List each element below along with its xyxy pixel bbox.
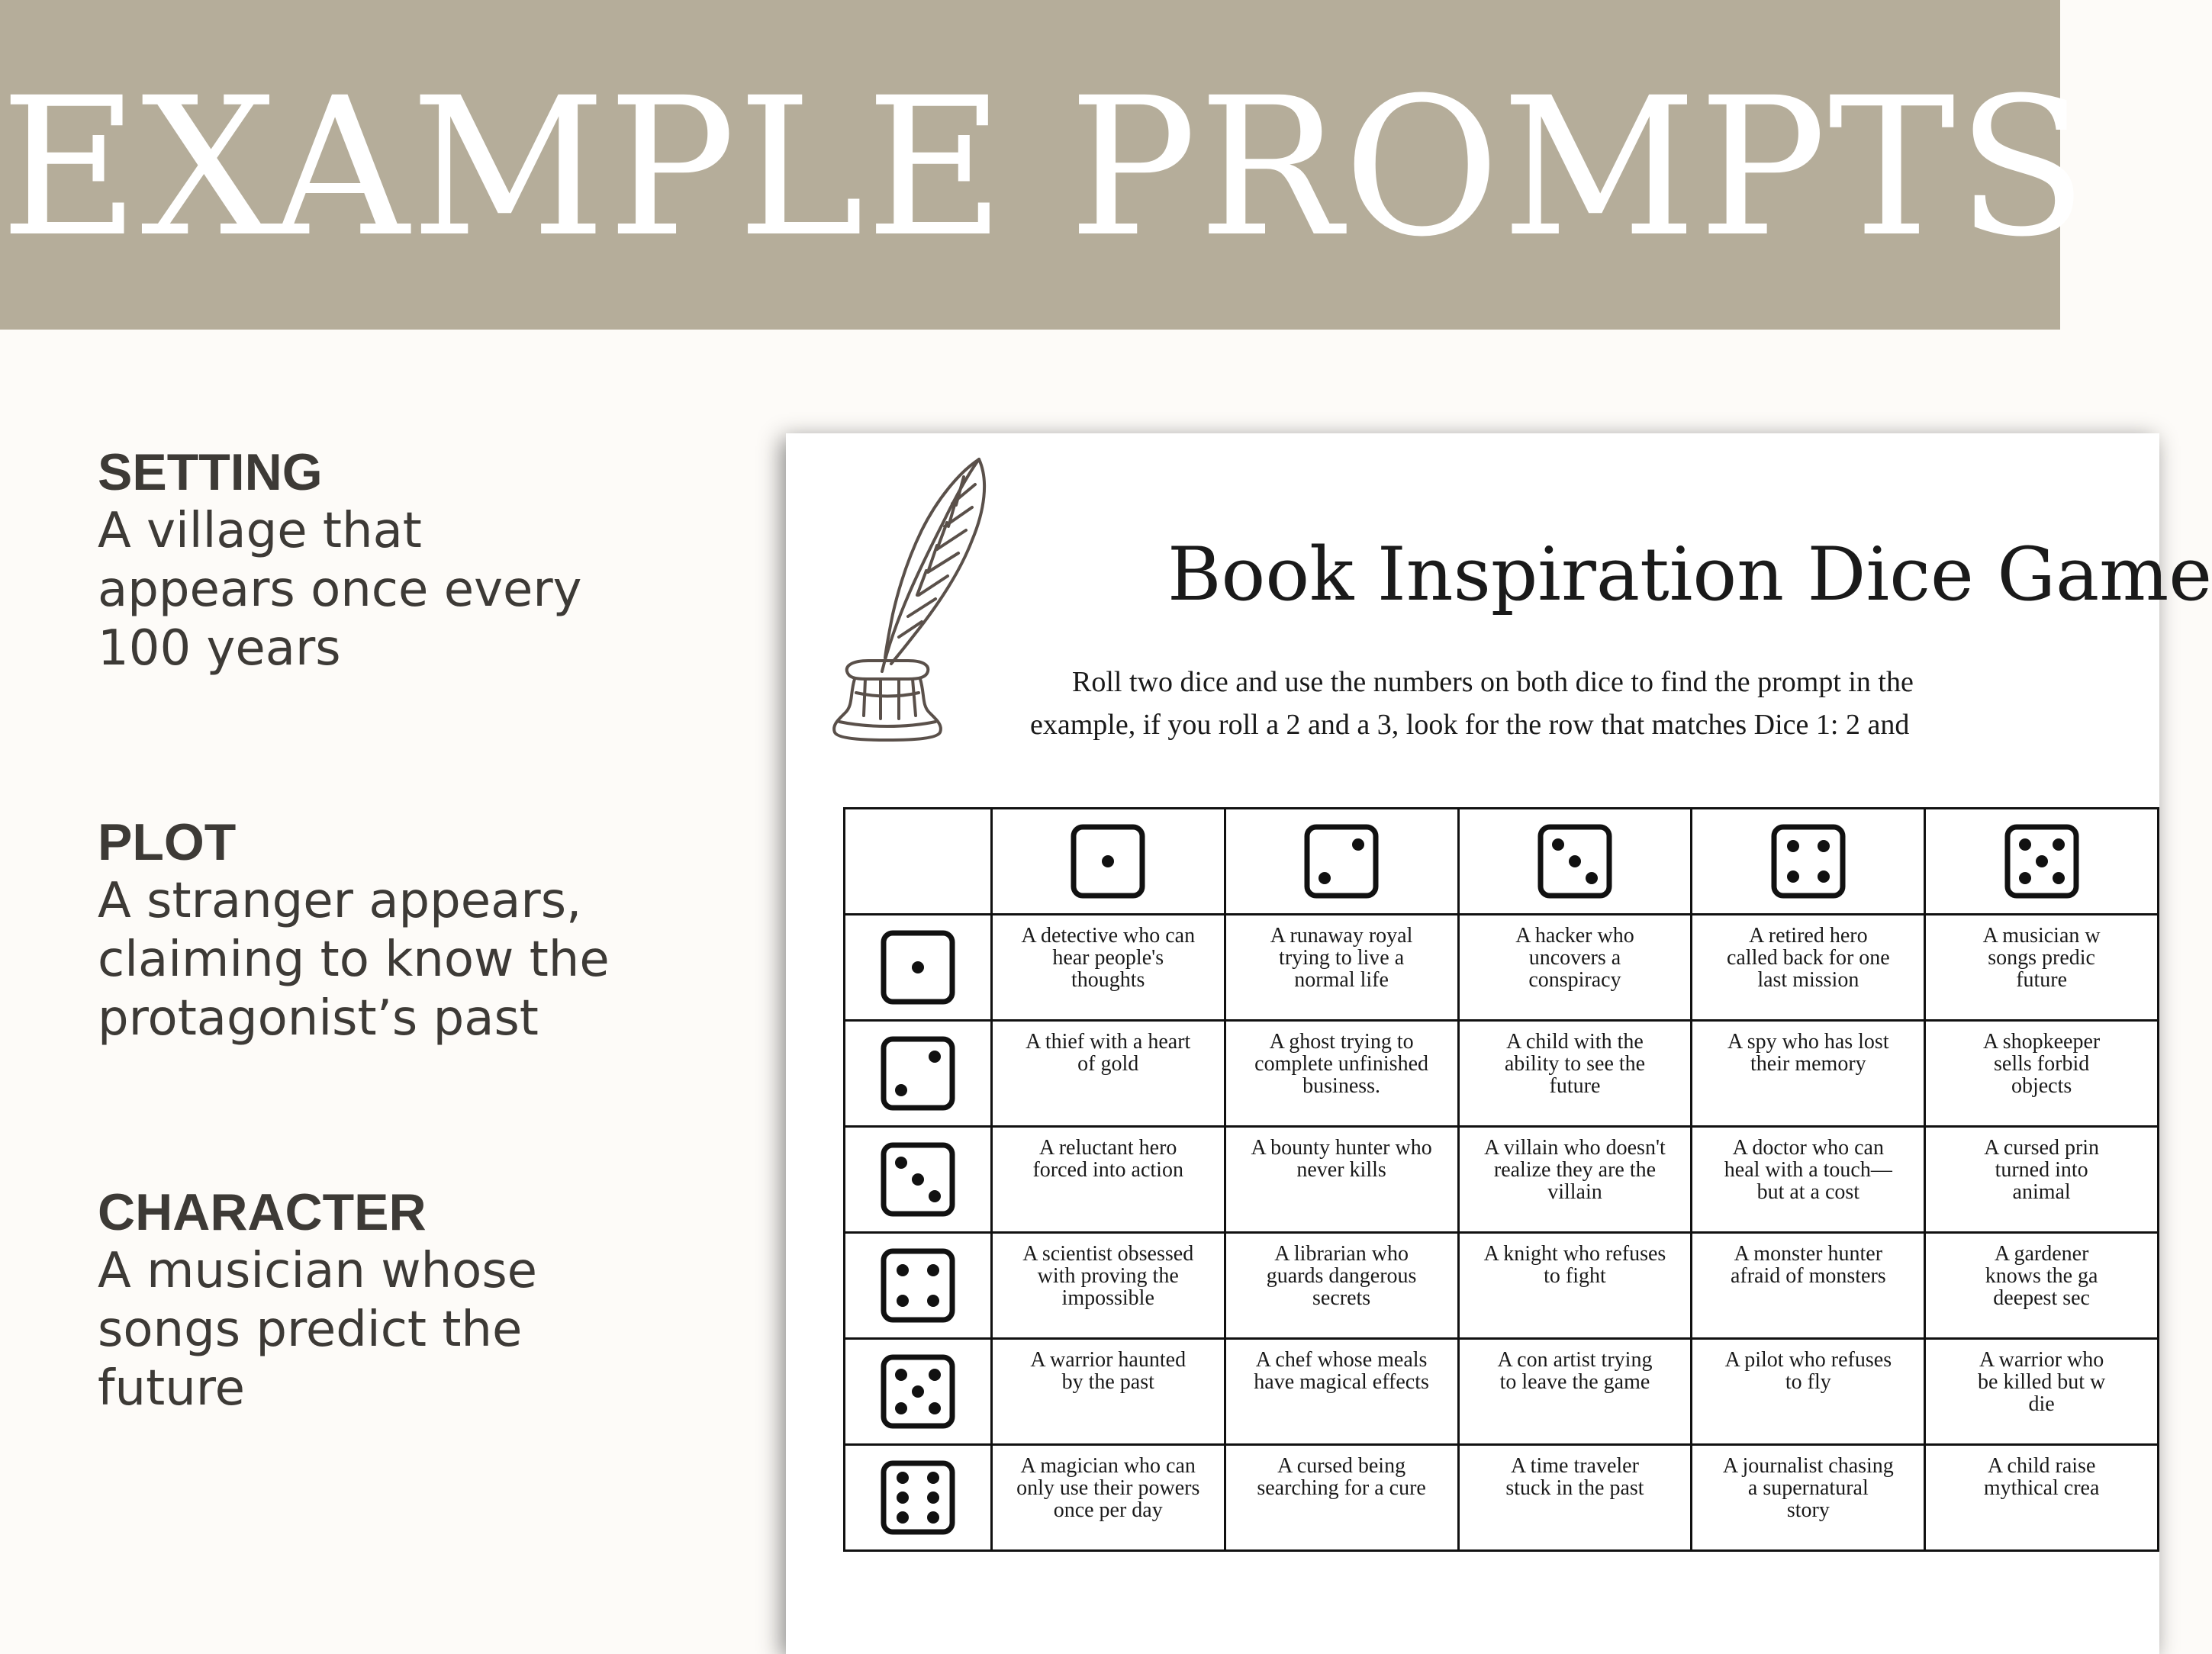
prompt-cell	[991, 1339, 1225, 1445]
prompt-cell-line: A chef whose meals	[1255, 1348, 1428, 1372]
character-line: songs predict the	[98, 1302, 523, 1358]
plot-line: A stranger appears,	[98, 873, 582, 929]
prompt-cell	[1925, 1021, 2159, 1127]
setting-line: 100 years	[98, 620, 341, 677]
prompt-cell-line: secrets	[1312, 1286, 1371, 1310]
prompt-cell-line: A detective who can	[1021, 924, 1196, 948]
die-pip	[912, 1385, 924, 1398]
row-die-cell	[845, 915, 992, 1021]
table-row	[845, 915, 2159, 1021]
prompt-cell-line: called back for one	[1726, 946, 1890, 970]
prompt-cell-line: heal with a touch—	[1724, 1158, 1892, 1182]
prompt-cell-line: trying to live a	[1279, 946, 1405, 970]
die-pip	[927, 1472, 939, 1484]
prompt-cell	[1458, 1127, 1692, 1233]
prompt-cell-line: objects	[2011, 1074, 2072, 1098]
row-die-cell	[845, 1021, 992, 1127]
prompt-cell	[1458, 1445, 1692, 1551]
prompt-cell	[1225, 1445, 1458, 1551]
prompt-cell-line: to fight	[1544, 1264, 1606, 1288]
column-die-cell	[1458, 809, 1692, 915]
prompt-cell-line: ability to see the	[1504, 1052, 1646, 1076]
prompt-cell-line: to fly	[1785, 1370, 1831, 1394]
prompt-cell-line: A pilot who refuses	[1724, 1348, 1892, 1372]
die-pip	[927, 1264, 939, 1276]
prompt-cell	[1925, 1233, 2159, 1339]
prompt-cell-line: A time traveler	[1511, 1454, 1639, 1478]
die-pip	[895, 1157, 907, 1169]
setting-line: A village that	[98, 503, 422, 559]
setting-heading: SETTING	[98, 443, 323, 501]
table-row	[845, 1445, 2159, 1551]
die-6-icon	[880, 1459, 956, 1536]
prompt-cell-line: future	[2016, 968, 2068, 992]
die-pip	[1569, 855, 1581, 867]
banner-title: EXAMPLE PROMPTS	[0, 56, 2089, 278]
prompt-cell	[1692, 1127, 1925, 1233]
prompt-cell-line: conspiracy	[1528, 968, 1621, 992]
column-die-cell	[1225, 809, 1458, 915]
table-row	[845, 1339, 2159, 1445]
prompt-cell	[1925, 1339, 2159, 1445]
prompt-cell-line: A magician who can	[1020, 1454, 1196, 1478]
prompt-cell-line: A bounty hunter who	[1251, 1136, 1432, 1160]
die-1-icon	[1070, 823, 1146, 899]
die-pip	[897, 1511, 909, 1524]
die-pip	[2053, 872, 2065, 884]
row-die-cell	[845, 1445, 992, 1551]
prompt-cell-line: A reluctant hero	[1039, 1136, 1177, 1160]
die-pip	[897, 1472, 909, 1484]
quill-inkwell-icon	[823, 450, 1006, 740]
prompt-cell-line: be killed but w	[1978, 1370, 2106, 1394]
character-example	[98, 1183, 678, 1418]
instruction-line: example, if you roll a 2 and a 3, look for the row that matches Dice 1: 2 and	[1030, 709, 1910, 741]
die-pip	[927, 1491, 939, 1504]
prompt-cell-line: die	[2028, 1392, 2055, 1416]
die-4-icon	[1770, 823, 1847, 899]
prompt-cell-line: normal life	[1294, 968, 1389, 992]
prompt-cell	[991, 1021, 1225, 1127]
prompt-cell	[1692, 1339, 1925, 1445]
prompt-cell-line: A musician w	[1982, 924, 2101, 948]
prompt-cell	[991, 915, 1225, 1021]
die-pip	[897, 1264, 909, 1276]
plot-line: protagonist’s past	[98, 990, 539, 1047]
die-pip	[2019, 872, 2031, 884]
prompt-cell-line: impossible	[1061, 1286, 1154, 1310]
die-pip	[929, 1190, 941, 1202]
prompt-cell-line: A knight who refuses	[1483, 1242, 1666, 1266]
prompt-cell-line: villain	[1547, 1180, 1602, 1204]
die-4-icon	[880, 1247, 956, 1324]
die-2-icon	[1303, 823, 1380, 899]
prompt-cell-line: forced into action	[1032, 1158, 1183, 1182]
prompt-cell	[1225, 1339, 1458, 1445]
prompt-cell-line: guards dangerous	[1266, 1264, 1417, 1288]
die-pip	[1352, 838, 1364, 851]
prompt-cell-line: never kills	[1296, 1158, 1386, 1182]
prompt-cell	[1225, 915, 1458, 1021]
die-pip	[1787, 870, 1799, 883]
prompt-cell-line: last mission	[1757, 968, 1859, 992]
prompt-cell-line: deepest sec	[1993, 1286, 2090, 1310]
character-heading: CHARACTER	[98, 1183, 427, 1241]
row-die-cell	[845, 1127, 992, 1233]
prompt-cell-line: afraid of monsters	[1730, 1264, 1886, 1288]
prompt-cell	[1925, 1445, 2159, 1551]
prompt-cell	[1692, 1445, 1925, 1551]
prompt-cell-line: complete unfinished	[1254, 1052, 1428, 1076]
die-pip	[895, 1084, 907, 1096]
die-pip	[897, 1295, 909, 1307]
prompt-cell-line: but at a cost	[1756, 1180, 1860, 1204]
prompt-cell	[1225, 1127, 1458, 1233]
column-header-row	[845, 809, 2159, 915]
prompt-cell-line: A shopkeeper	[1983, 1030, 2101, 1054]
column-die-cell	[1692, 809, 1925, 915]
die-pip	[929, 1402, 941, 1414]
die-pip	[895, 1369, 907, 1381]
die-pip	[2036, 855, 2048, 867]
die-pip	[1319, 872, 1331, 884]
prompt-cell	[991, 1445, 1225, 1551]
prompt-cell-line: songs predic	[1988, 946, 2095, 970]
prompt-cell	[991, 1233, 1225, 1339]
prompt-cell-line: of gold	[1077, 1052, 1139, 1076]
die-1-icon	[880, 929, 956, 1006]
prompt-cell-line: their memory	[1750, 1052, 1866, 1076]
prompt-cell-line: with proving the	[1037, 1264, 1179, 1288]
prompt-cell-line: mythical crea	[1983, 1476, 2100, 1500]
prompt-cell-line: A villain who doesn't	[1484, 1136, 1666, 1160]
die-3-icon	[1537, 823, 1613, 899]
worksheet-preview	[786, 433, 2212, 1654]
prompt-cell-line: knows the ga	[1985, 1264, 2098, 1288]
die-pip	[1818, 840, 1830, 852]
prompt-cell	[1458, 1233, 1692, 1339]
die-5-icon	[880, 1353, 956, 1430]
prompt-cell	[1458, 1021, 1692, 1127]
prompt-cell-line: business.	[1302, 1074, 1381, 1098]
prompt-cell-line: A monster hunter	[1734, 1242, 1883, 1266]
die-pip	[929, 1051, 941, 1063]
die-3-icon	[880, 1141, 956, 1218]
prompt-cell-line: A ghost trying to	[1269, 1030, 1414, 1054]
prompt-cell-line: A spy who has lost	[1727, 1030, 1889, 1054]
prompt-cell-line: A warrior haunted	[1030, 1348, 1186, 1372]
table-row	[845, 1021, 2159, 1127]
die-pip	[912, 961, 924, 973]
prompt-cell-line: have magical effects	[1254, 1370, 1429, 1394]
title-banner	[0, 0, 2089, 330]
die-pip	[927, 1295, 939, 1307]
setting-line: appears once every	[98, 562, 582, 618]
die-pip	[895, 1402, 907, 1414]
prompt-cell-line: A con artist trying	[1497, 1348, 1653, 1372]
setting-example	[98, 442, 678, 678]
die-2-icon	[880, 1035, 956, 1112]
prompt-cell-line: future	[1549, 1074, 1601, 1098]
die-pip	[2053, 838, 2065, 851]
prompt-cell	[1692, 1233, 1925, 1339]
prompt-cell	[1692, 1021, 1925, 1127]
prompt-cell-line: to leave the game	[1499, 1370, 1650, 1394]
prompt-cell-line: sells forbid	[1994, 1052, 2090, 1076]
prompt-dice-table	[843, 807, 2159, 1552]
die-pip	[929, 1369, 941, 1381]
die-pip	[897, 1491, 909, 1504]
prompt-cell-line: only use their powers	[1016, 1476, 1200, 1500]
table-row	[845, 1127, 2159, 1233]
prompt-cell	[1225, 1233, 1458, 1339]
prompt-cell-line: turned into	[1995, 1158, 2088, 1182]
prompt-cell-line: animal	[2012, 1180, 2071, 1204]
prompt-cell-line: A thief with a heart	[1026, 1030, 1191, 1054]
prompt-cell-line: A warrior who	[1979, 1348, 2104, 1372]
character-line: A musician whose	[98, 1243, 538, 1299]
prompt-cell-line: searching for a cure	[1257, 1476, 1426, 1500]
prompt-cell-line: A doctor who can	[1732, 1136, 1884, 1160]
plot-line: claiming to know the	[98, 932, 610, 988]
plot-heading: PLOT	[98, 813, 237, 871]
prompt-cell-line: stuck in the past	[1505, 1476, 1644, 1500]
prompt-cell-line: by the past	[1061, 1370, 1154, 1394]
die-pip	[1552, 838, 1564, 851]
die-pip	[912, 1173, 924, 1186]
worksheet-instructions	[1030, 661, 2098, 746]
corner-cell	[845, 809, 992, 915]
prompt-cell-line: thoughts	[1071, 968, 1145, 992]
character-line: future	[98, 1360, 246, 1417]
plot-example	[98, 813, 678, 1048]
worksheet-title: Book Inspiration Dice Game	[1167, 532, 2212, 617]
table-row	[845, 1233, 2159, 1339]
prompt-cell-line: A hacker who	[1515, 924, 1634, 948]
prompt-cell-line: A librarian who	[1274, 1242, 1409, 1266]
prompt-cell-line: A runaway royal	[1270, 924, 1413, 948]
prompt-cell-line: A child with the	[1506, 1030, 1644, 1054]
prompt-cell	[1458, 915, 1692, 1021]
prompt-cell-line: A journalist chasing	[1722, 1454, 1894, 1478]
prompt-cell	[1925, 915, 2159, 1021]
prompt-cell	[1458, 1339, 1692, 1445]
prompt-cell	[1925, 1127, 2159, 1233]
row-die-cell	[845, 1339, 992, 1445]
column-die-cell	[1925, 809, 2159, 915]
prompt-cell-line: story	[1786, 1498, 1830, 1522]
row-die-cell	[845, 1233, 992, 1339]
column-die-cell	[991, 809, 1225, 915]
die-pip	[1787, 840, 1799, 852]
prompt-cell	[991, 1127, 1225, 1233]
prompt-cell-line: A gardener	[1994, 1242, 2089, 1266]
prompt-cell-line: realize they are the	[1493, 1158, 1657, 1182]
die-pip	[2019, 838, 2031, 851]
prompt-cell-line: A cursed prin	[1984, 1136, 2100, 1160]
prompt-cell	[1225, 1021, 1458, 1127]
die-pip	[1818, 870, 1830, 883]
prompt-cell-line: A scientist obsessed	[1022, 1242, 1194, 1266]
die-pip	[1102, 855, 1114, 867]
prompt-cell-line: A cursed being	[1277, 1454, 1406, 1478]
prompt-cell-line: A retired hero	[1749, 924, 1868, 948]
prompt-cell-line: hear people's	[1052, 946, 1164, 970]
die-5-icon	[2004, 823, 2080, 899]
prompt-cell-line: uncovers a	[1528, 946, 1621, 970]
die-pip	[927, 1511, 939, 1524]
prompt-cell-line: a supernatural	[1747, 1476, 1869, 1500]
die-pip	[1586, 872, 1598, 884]
prompt-cell-line: once per day	[1053, 1498, 1163, 1522]
prompt-cell-line: A child raise	[1987, 1454, 2096, 1478]
prompt-cell	[1692, 915, 1925, 1021]
instruction-line: Roll two dice and use the numbers on both dice to find the prompt in the	[1072, 666, 1914, 698]
